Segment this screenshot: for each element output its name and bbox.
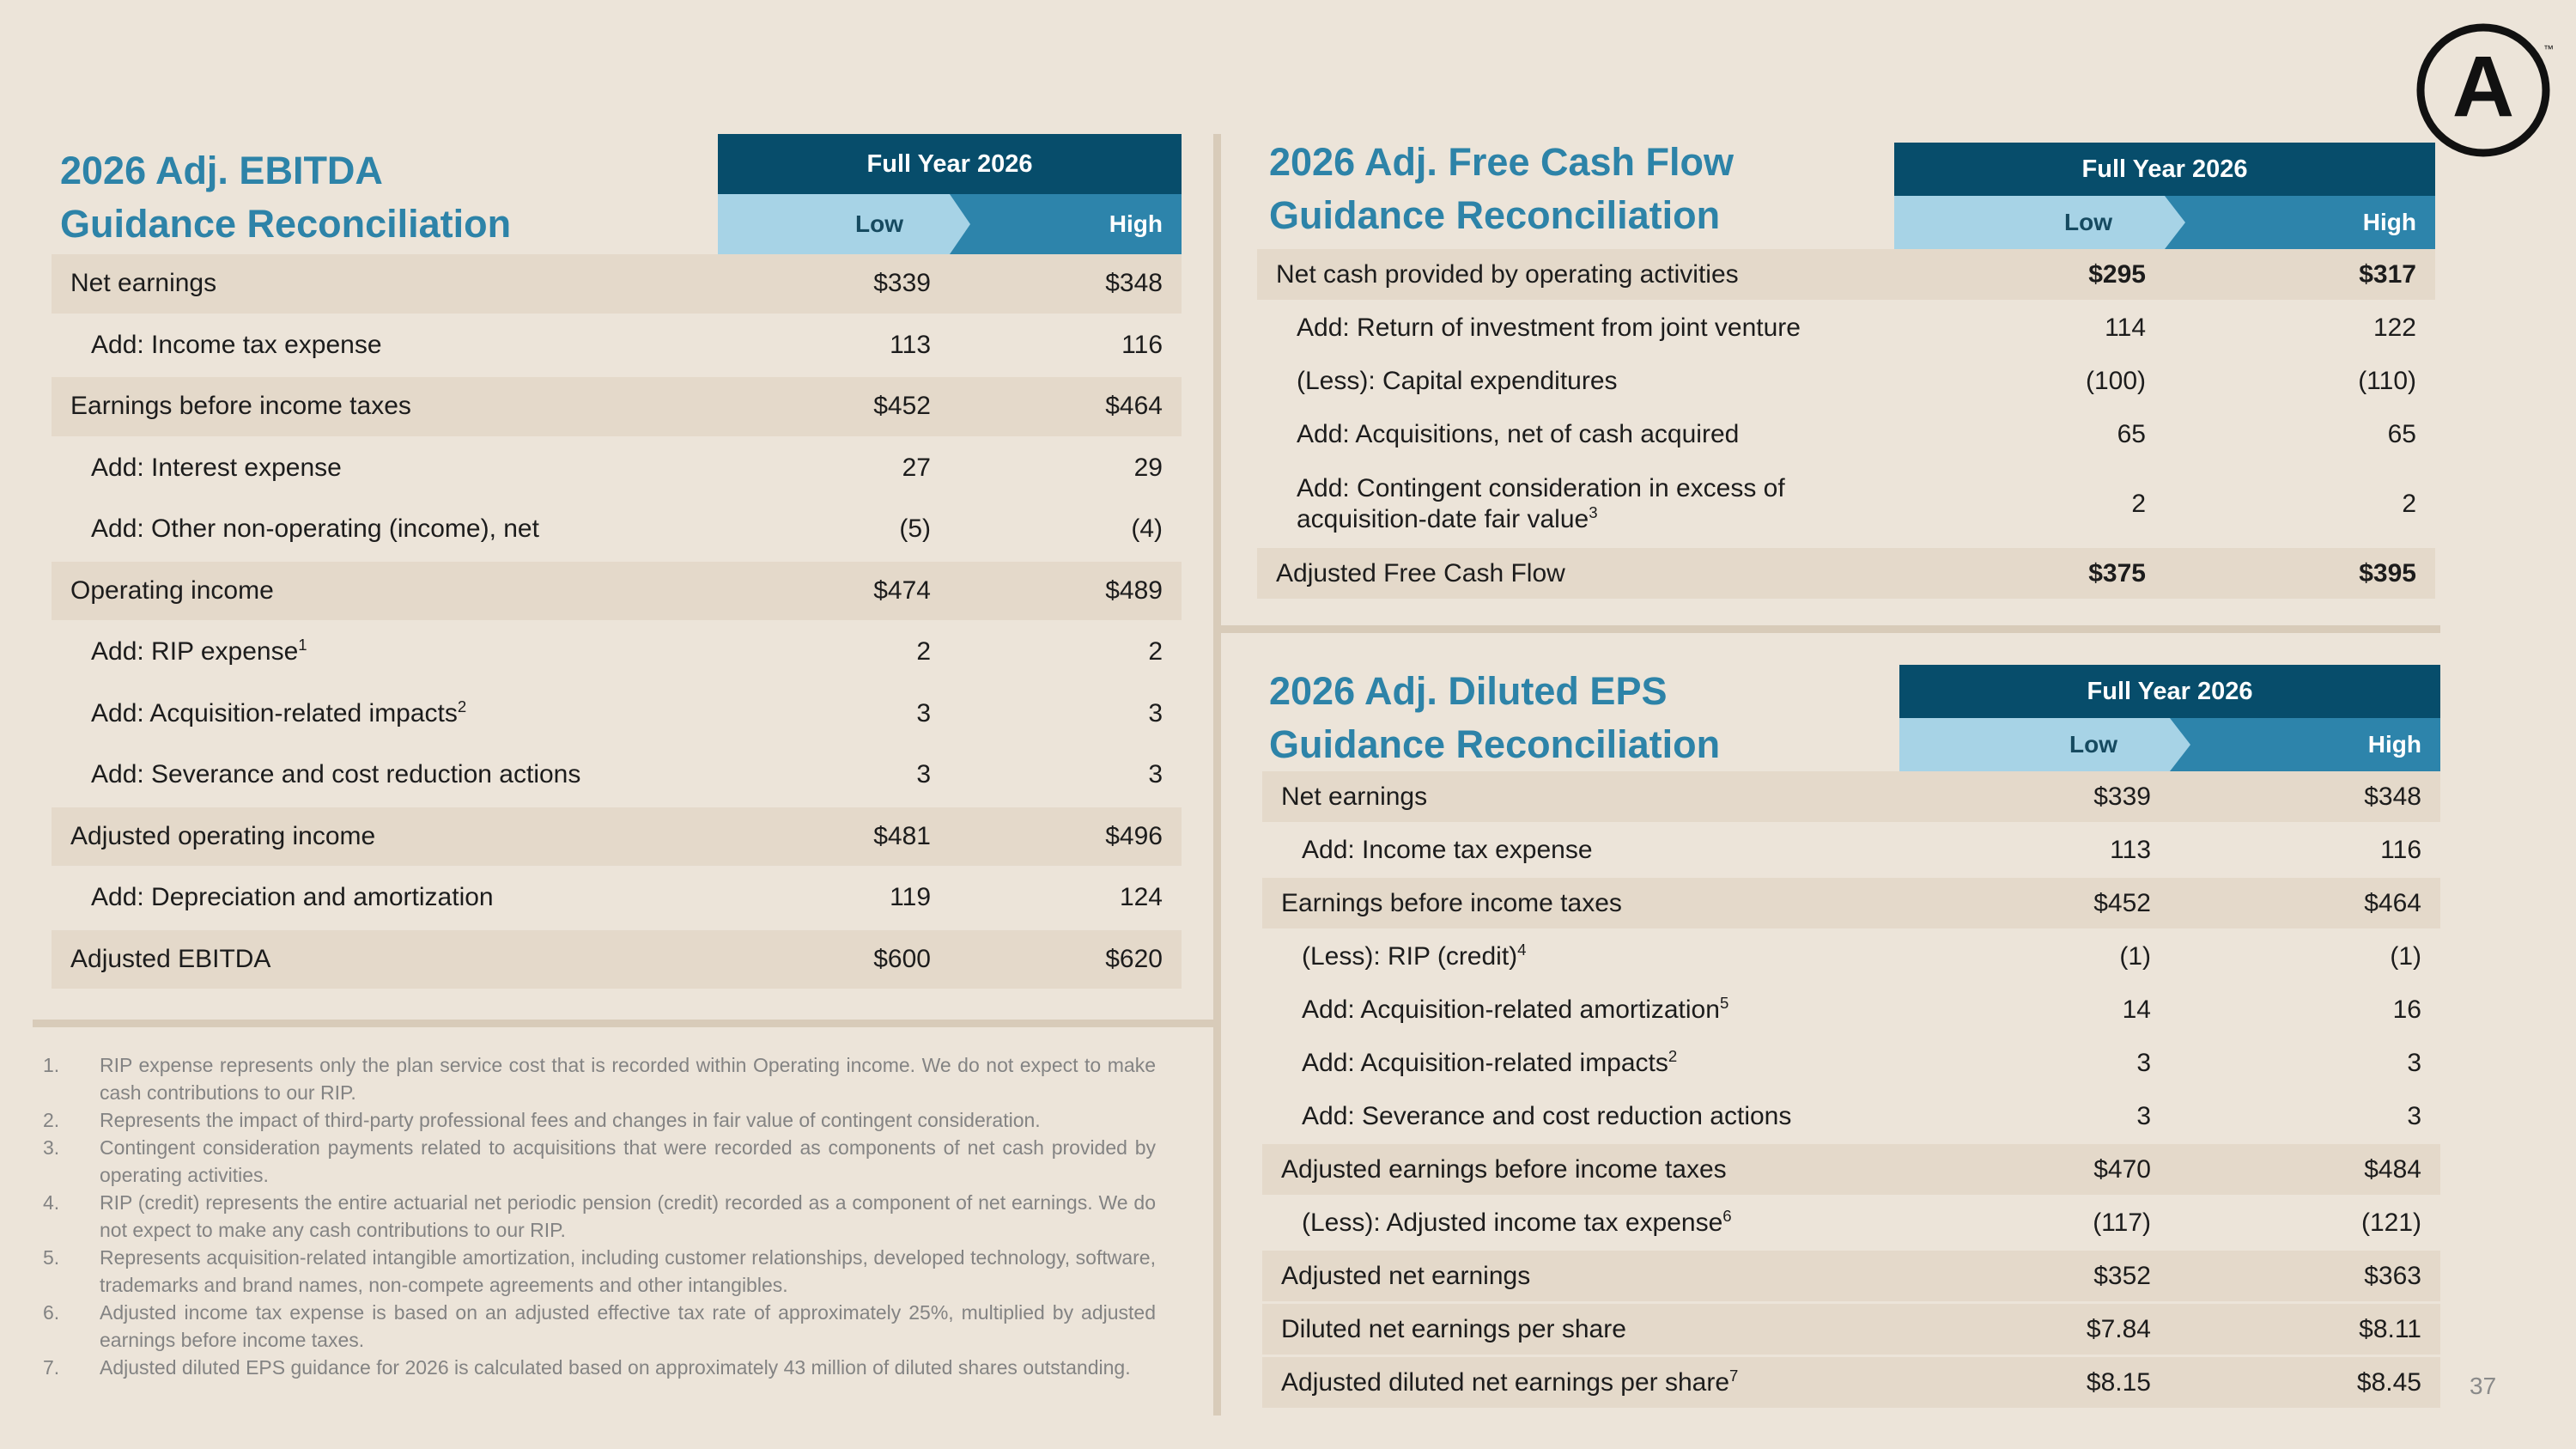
value-high: 116: [1121, 330, 1163, 359]
fcf-high-label: High: [2165, 196, 2435, 249]
right-horizontal-divider: [1221, 625, 2440, 633]
row-label-text: Add: Acquisition-related impacts: [91, 698, 458, 728]
value-low: 27: [902, 453, 931, 482]
table-row: [1262, 771, 2440, 825]
table-row: [52, 500, 1182, 562]
value-low: $339: [2093, 782, 2151, 811]
table-row: [1262, 1357, 2440, 1410]
value-low: (100): [2085, 366, 2146, 395]
value-high: $395: [2359, 558, 2416, 588]
value-low: $339: [873, 269, 931, 298]
ebitda-high-label: High: [950, 194, 1182, 254]
fcf-title: [1269, 136, 1734, 242]
row-label: [52, 331, 718, 360]
footnote-marker: 6: [1722, 1206, 1732, 1225]
table-row: [52, 439, 1182, 501]
fcf-title-line2: Guidance Reconciliation: [1269, 193, 1721, 237]
row-label: [1262, 1046, 1826, 1078]
value-low: $295: [2088, 259, 2146, 289]
table-row: [52, 623, 1182, 685]
value-high: 116: [2380, 835, 2421, 864]
fcf-low-label: Low: [1894, 196, 2165, 249]
value-high: 122: [2372, 313, 2416, 342]
fcf-low-high-header: [1894, 196, 2435, 249]
row-label-text: Add: Return of investment from joint venture: [1297, 313, 1801, 342]
row-label-text: Adjusted net earnings: [1281, 1261, 1531, 1290]
row-label-text: Add: Contingent consideration in excess of: [1297, 473, 1785, 502]
value-high: $8.11: [2359, 1314, 2421, 1343]
fcf-period-header: Full Year 2026: [1894, 143, 2435, 196]
row-label: [1262, 782, 1826, 812]
row-label-text: Add: Severance and cost reduction actions: [1302, 1101, 1792, 1130]
row-label-text: Adjusted earnings before income taxes: [1281, 1154, 1727, 1184]
row-label-text: Add: Other non-operating (income), net: [91, 514, 539, 544]
row-label: [52, 945, 718, 974]
table-row: [1257, 548, 2435, 601]
value-low: 65: [2117, 419, 2146, 448]
row-label-text: Adjusted EBITDA: [70, 944, 271, 973]
footnote-marker: 4: [1517, 940, 1527, 959]
logo-trademark: ™: [2543, 43, 2554, 55]
value-low: 113: [890, 330, 931, 359]
table-row: [52, 377, 1182, 439]
footnote-marker: 2: [1668, 1046, 1678, 1065]
table-row: [1262, 1251, 2440, 1304]
row-label: [52, 699, 718, 728]
value-low: $470: [2093, 1154, 2151, 1184]
footnote-number: 2.: [43, 1109, 60, 1131]
table-row: [1262, 825, 2440, 878]
logo-letter: A: [2451, 39, 2515, 135]
eps-low-high-header: [1899, 718, 2440, 771]
table-row: [1262, 1038, 2440, 1091]
value-high: $464: [1105, 392, 1163, 421]
footnote-number: 1.: [43, 1054, 60, 1076]
table-row: [1262, 1304, 2440, 1357]
table-row: [1262, 984, 2440, 1038]
row-label-text: Operating income: [70, 575, 274, 605]
row-label-text: Add: Severance and cost reduction actions: [91, 760, 581, 789]
footnote-item: [43, 1299, 1156, 1354]
row-label: [52, 576, 718, 606]
table-row: [1257, 249, 2435, 302]
eps-period-header: Full Year 2026: [1899, 665, 2440, 718]
value-high: 3: [2407, 1101, 2421, 1130]
row-label-text-line2: acquisition-date fair value: [1297, 504, 1589, 533]
table-row: [1262, 878, 2440, 931]
eps-table: [1262, 771, 2440, 1410]
row-label-text: (Less): RIP (credit): [1302, 941, 1518, 971]
row-label: [52, 514, 718, 544]
table-row: [52, 254, 1182, 316]
value-high: $8.45: [2356, 1367, 2421, 1397]
row-label: [1257, 473, 1821, 535]
value-low: 3: [916, 698, 931, 728]
row-label-text: (Less): Capital expenditures: [1297, 366, 1618, 395]
footnote-number: 6.: [43, 1301, 60, 1324]
value-low: 113: [2110, 835, 2151, 864]
row-label: [52, 269, 718, 298]
table-row: [52, 868, 1182, 930]
row-label-text: Add: Income tax expense: [1302, 835, 1593, 864]
row-label-text: Adjusted Free Cash Flow: [1276, 558, 1565, 588]
row-label: [1262, 995, 1826, 1025]
eps-high-label: High: [2170, 718, 2440, 771]
footnote-marker: 7: [1729, 1366, 1739, 1385]
footnote-item: [43, 1189, 1156, 1244]
value-low: 2: [2131, 489, 2146, 518]
value-low: $474: [873, 575, 931, 605]
value-high: 3: [2407, 1048, 2421, 1077]
row-label: [52, 392, 718, 421]
footnote-marker: 2: [457, 697, 467, 715]
row-label: [1262, 1368, 1826, 1397]
value-low: 3: [2136, 1048, 2151, 1077]
row-label: [52, 883, 718, 912]
row-label: [52, 637, 718, 667]
row-label-text: Earnings before income taxes: [70, 392, 411, 421]
value-low: $452: [2093, 888, 2151, 917]
ebitda-period-header: Full Year 2026: [718, 134, 1182, 194]
value-low: (1): [2119, 941, 2151, 971]
value-high: 65: [2387, 419, 2416, 448]
table-row: [52, 316, 1182, 378]
value-low: $352: [2093, 1261, 2151, 1290]
page-number: 37: [2470, 1373, 2497, 1399]
table-row: [52, 746, 1182, 807]
row-label: [1262, 1102, 1826, 1131]
footnote-text: Contingent consideration payments related to acquisitions that were recorded as components of net cash provided by operating activities.: [100, 1136, 1156, 1186]
footnote-text: Adjusted income tax expense is based on an adjusted effective tax rate of approximately 25%, multiplied by adjusted earnings before income taxes.: [100, 1301, 1156, 1351]
ebitda-low-high-header: [718, 194, 1182, 254]
vertical-divider: [1213, 134, 1221, 1416]
value-high: 3: [1148, 698, 1163, 728]
table-row: [1262, 1091, 2440, 1144]
row-label-text: Net earnings: [1281, 782, 1428, 811]
row-label-text: Adjusted operating income: [70, 821, 376, 850]
row-label: [1262, 1155, 1826, 1184]
row-label: [1262, 1315, 1826, 1344]
footnote-number: 7.: [43, 1356, 60, 1379]
table-row: [1257, 409, 2435, 462]
row-label: [1262, 942, 1826, 971]
footnote-item: [43, 1134, 1156, 1189]
ebitda-title-line2: Guidance Reconciliation: [60, 202, 512, 246]
row-label-text: Diluted net earnings per share: [1281, 1314, 1626, 1343]
value-low: (5): [899, 514, 931, 544]
value-high: $348: [2364, 782, 2421, 811]
value-high: $363: [2364, 1261, 2421, 1290]
row-label: [1257, 559, 1821, 588]
value-high: $464: [2364, 888, 2421, 917]
row-label-text: Add: Acquisition-related amortization: [1302, 995, 1720, 1024]
row-label: [1257, 314, 1821, 343]
ebitda-title-line1: 2026 Adj. EBITDA: [60, 149, 383, 192]
value-low: $7.84: [2086, 1314, 2151, 1343]
row-label-text: Add: Depreciation and amortization: [91, 883, 494, 912]
logo-mark: [2415, 21, 2552, 159]
row-label: [1257, 420, 1821, 449]
fcf-table: [1257, 249, 2435, 601]
footnote-text: Represents the impact of third-party professional fees and changes in fair value of contingent consideration.: [100, 1109, 1041, 1131]
value-high: $317: [2359, 259, 2416, 289]
value-low: 14: [2122, 995, 2151, 1024]
table-row: [1262, 931, 2440, 984]
footnote-marker: 3: [1589, 502, 1598, 521]
row-label-text: Net earnings: [70, 269, 217, 298]
row-label: [52, 454, 718, 483]
value-low: $600: [873, 944, 931, 973]
row-label: [1262, 1206, 1826, 1238]
row-label-text: Earnings before income taxes: [1281, 888, 1622, 917]
value-low: 119: [890, 883, 931, 912]
footnote-text: RIP expense represents only the plan service cost that is recorded within Operating income. We do not expect to make cash contributions to our RIP.: [100, 1054, 1156, 1104]
value-low: $8.15: [2086, 1367, 2151, 1397]
footnote-marker: 1: [298, 636, 307, 654]
value-high: 29: [1133, 453, 1163, 482]
footnote-text: Represents acquisition-related intangible amortization, including customer relationships, developed technology, software, trademarks and brand names, non-compete agreements and other intangibles.: [100, 1246, 1156, 1296]
value-high: $489: [1105, 575, 1163, 605]
row-label-text: Add: Acquisition-related impacts: [1302, 1048, 1668, 1077]
value-high: $496: [1105, 821, 1163, 850]
value-low: $452: [873, 392, 931, 421]
row-label: [1257, 367, 1821, 396]
table-row: [1262, 1197, 2440, 1251]
row-label-text: Adjusted diluted net earnings per share: [1281, 1367, 1730, 1397]
row-label-text: Add: RIP expense: [91, 637, 299, 667]
value-low: 3: [2136, 1101, 2151, 1130]
value-low: 114: [2105, 313, 2146, 342]
value-high: $348: [1105, 269, 1163, 298]
row-label: [1262, 1262, 1826, 1291]
row-label: [52, 822, 718, 851]
table-row: [1257, 356, 2435, 409]
row-label-text: (Less): Adjusted income tax expense: [1302, 1208, 1723, 1237]
table-row: [1257, 302, 2435, 356]
row-label: [1262, 836, 1826, 865]
fcf-column-header: [1894, 143, 2435, 249]
ebitda-column-header: [718, 134, 1182, 254]
eps-title: [1269, 665, 1720, 771]
value-low: $375: [2088, 558, 2146, 588]
value-high: 2: [2402, 489, 2416, 518]
footnote-item: [43, 1051, 1156, 1106]
value-high: 16: [2392, 995, 2421, 1024]
value-high: (4): [1131, 514, 1163, 544]
ebitda-table: [52, 254, 1182, 991]
footnote-marker: 5: [1719, 993, 1729, 1012]
eps-low-label: Low: [1899, 718, 2170, 771]
left-horizontal-divider: [33, 1020, 1214, 1027]
value-high: (121): [2360, 1208, 2421, 1237]
ebitda-header-arrow: [950, 194, 970, 254]
table-row: [52, 685, 1182, 746]
fcf-header-arrow: [2165, 196, 2185, 249]
footnote-item: [43, 1354, 1156, 1381]
row-label-text: Net cash provided by operating activities: [1276, 259, 1739, 289]
eps-title-line1: 2026 Adj. Diluted EPS: [1269, 669, 1668, 713]
row-label: [1257, 260, 1821, 289]
value-low: 2: [916, 637, 931, 667]
table-row: [1262, 1144, 2440, 1197]
value-low: 3: [916, 760, 931, 789]
fcf-title-line1: 2026 Adj. Free Cash Flow: [1269, 140, 1735, 184]
value-low: $481: [873, 821, 931, 850]
footnotes: [43, 1051, 1156, 1381]
footnote-text: RIP (credit) represents the entire actuarial net periodic pension (credit) recorded as a component of net earnings. We do not expect to make any cash contributions to our RIP.: [100, 1191, 1156, 1241]
footnote-item: [43, 1106, 1156, 1134]
table-row: [52, 807, 1182, 869]
row-label: [1262, 889, 1826, 918]
eps-header-arrow: [2170, 718, 2190, 771]
row-label-text: Add: Interest expense: [91, 453, 342, 482]
ebitda-title: [60, 144, 511, 251]
value-high: (110): [2358, 366, 2416, 395]
row-label-text: Add: Income tax expense: [91, 330, 382, 359]
footnote-item: [43, 1244, 1156, 1299]
value-high: $484: [2364, 1154, 2421, 1184]
value-high: (1): [2390, 941, 2421, 971]
footnote-text: Adjusted diluted EPS guidance for 2026 is calculated based on approximately 43 million of diluted shares outstanding.: [100, 1356, 1131, 1379]
eps-title-line2: Guidance Reconciliation: [1269, 722, 1721, 766]
footnote-number: 5.: [43, 1246, 60, 1269]
value-high: 2: [1148, 637, 1163, 667]
row-label: [52, 760, 718, 789]
value-low: (117): [2093, 1208, 2151, 1237]
company-logo: [2415, 21, 2552, 159]
footnote-number: 3.: [43, 1136, 60, 1159]
eps-column-header: [1899, 665, 2440, 771]
row-label-text: Add: Acquisitions, net of cash acquired: [1297, 419, 1740, 448]
table-row: [1257, 462, 2435, 548]
value-high: 3: [1148, 760, 1163, 789]
footnote-number: 4.: [43, 1191, 60, 1214]
table-row: [52, 930, 1182, 992]
table-row: [52, 562, 1182, 624]
value-high: $620: [1105, 944, 1163, 973]
value-high: 124: [1119, 883, 1163, 912]
ebitda-low-label: Low: [718, 194, 950, 254]
